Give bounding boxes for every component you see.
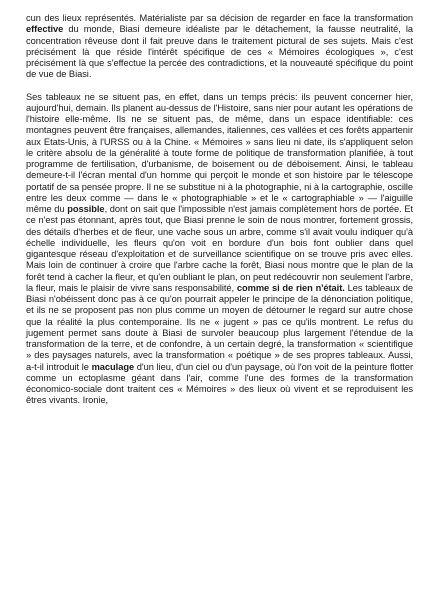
- paragraph-2-text-cont: , dont on sait que l'impossible n'est jamais complètement hors de portée. Et ce n'est pas étonnant, après tout, que Biasi prenne le soin de nous montrer, fortement grossis, des détails d'herbes et de fleur, une vache sous un arbre, comme s'il avait voulu indiquer qu'à échelle individuelle, les fleurs qu'on voit en bordure d'un bois font oublier dans quel gigantesque réseau d'exploitation et de surveillance scientifique on se trouve pris avec elles. Mais loin de continuer à croire que l'arbre cache la forêt, Biasi nous montre que le plan de la forêt tend à cacher la fleur, et qu'en oubliant le plan, on peut redécouvrir non seulement l'arbre, la fleur, mais le plaisir de vivre sans responsabilité,: [26, 204, 414, 293]
- paragraph-2: [26, 92, 413, 407]
- paragraph-1-bold-effective: effective: [26, 24, 64, 35]
- paragraph-2-bold-comme-si: comme si de rien n'était.: [236, 282, 345, 293]
- paragraph-2-text: Ses tableaux ne se situent pas, en effet, dans un temps précis: ils peuvent concerner hier, aujourd'hui, demain. Ils planent au-dessus de l'Histoire, sans nier pour autant les opérations de l'histoire elle-même. Ils ne se situent pas, de même, dans un espace identifiable: ces montagnes peuvent être françaises, allemandes, italiennes, ces vallées et ces forêts appartenir aux Etats-Unis, à l'URSS ou à la Chine. « Mémoires » sans lieu ni date, ils s'appliquent selon le critère absolu de la généralité à toute forme de politique de transformation planifiée, à tout programme de fertilisation, d'urbanisme, de boisement ou de déboisement. Ainsi, le tableau demeure-t-il l'écran mental d'un homme qui perçoit le monde et son histoire par le télescope portatif de sa pensée propre. Il ne se substitue ni à la photographie, ni à la cartographie, oscille entre les deux comme — dans le « photographiable » et le « cartographiable » — l'aiguille même du: [26, 91, 413, 214]
- paragraph-1: [26, 13, 413, 81]
- paragraph-1-text: cun des lieux représentés. Matérialiste par sa décision de regarder en face la transformation: [26, 13, 413, 23]
- document-page: [26, 13, 413, 407]
- paragraph-1-text-cont: du monde, Biasi demeure idéaliste par le détachement, la fausse neutralité, la concentration rêveuse dont il fait preuve dans le traitement pictural de ses sujets. Mais c'est précisément là que réside l'intérêt spécifique de ces « Mémoires écologiques », c'est précisément là que s'effectue la percée des contradictions, et la nouveauté spécifique du point de vue de Biasi.: [26, 24, 413, 80]
- paragraph-2-bold-possible: possible: [67, 204, 105, 214]
- paragraph-2-text-cont-2: Les tableaux de Biasi n'obéissent donc pas à ce qu'on pourrait appeler le principe de la dénonciation politique, et ils ne se proposent pas non plus comme un moyen de détourner le regard sur autre chose que la réalité la plus contemporaine. Ils ne « jugent » pas ce qu'ils montrent. Le refus du jugement permet sans doute à Biasi de survoler beaucoup plus largement l'étendue de la transformation de la terre, et de confondre, à un certain degré, la transformation « scientifique » des paysages naturels, avec la transformation « poétique » de ses propres tableaux. Aussi, a-t-il introduit le: [26, 282, 413, 372]
- paragraph-2-text-cont-3: d'un lieu, d'un ciel ou d'un paysage, où l'on voit de la peinture flotter comme un ectoplasme géant dans l'air, comme l'une des formes de la transformation économico-sociale dont traitent ces « Mémoires » des lieux où vivent et se reproduisent les êtres vivants. Ironie,: [26, 361, 413, 406]
- paragraph-2-bold-maculage: maculage: [91, 361, 135, 372]
